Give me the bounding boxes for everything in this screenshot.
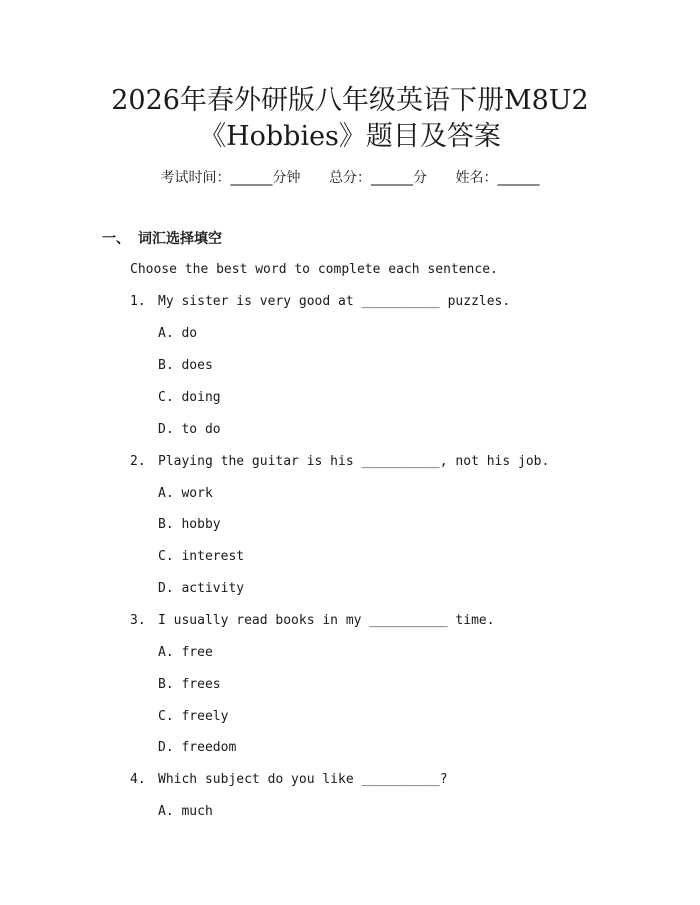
question-number: 3.: [130, 613, 146, 628]
question-text: Playing the guitar is his __________, not his job.: [158, 454, 550, 469]
exam-name-field: 姓名：______: [455, 170, 540, 186]
section-number: 一、: [102, 231, 130, 247]
question-option: D. activity: [158, 581, 245, 596]
question-option: B. does: [158, 358, 213, 373]
question-option: C. doing: [158, 390, 221, 405]
question-number: 4.: [130, 772, 146, 787]
question-text: Which subject do you like __________?: [158, 772, 448, 787]
question-option: A. much: [158, 804, 213, 819]
question-number: 1.: [130, 294, 146, 309]
section-heading: [102, 229, 222, 249]
section-instruction: Choose the best word to complete each sentence.: [130, 262, 498, 277]
question-option: D. freedom: [158, 740, 237, 755]
section-title: 词汇选择填空: [138, 231, 222, 247]
exam-time-field: 考试时间：______分钟: [160, 170, 301, 186]
question-option: C. freely: [158, 709, 229, 724]
question-option: D. to do: [158, 422, 221, 437]
question-option: B. hobby: [158, 517, 221, 532]
question-option: A. do: [158, 326, 198, 341]
document-title-line-2: 《Hobbies》题目及答案: [199, 121, 501, 152]
question-option: A. work: [158, 486, 213, 501]
question-number: 2.: [130, 454, 146, 469]
question-option: C. interest: [158, 549, 245, 564]
exam-info: [0, 168, 700, 188]
question-text: My sister is very good at __________ puzzles.: [158, 294, 511, 309]
question-text: I usually read books in my __________ time.: [158, 613, 495, 628]
exam-score-field: 总分：______分: [329, 170, 427, 186]
document-title-line-1: 2026年春外研版八年级英语下册M8U2: [111, 85, 589, 116]
question-option: B. frees: [158, 677, 221, 692]
question-option: A. free: [158, 645, 213, 660]
